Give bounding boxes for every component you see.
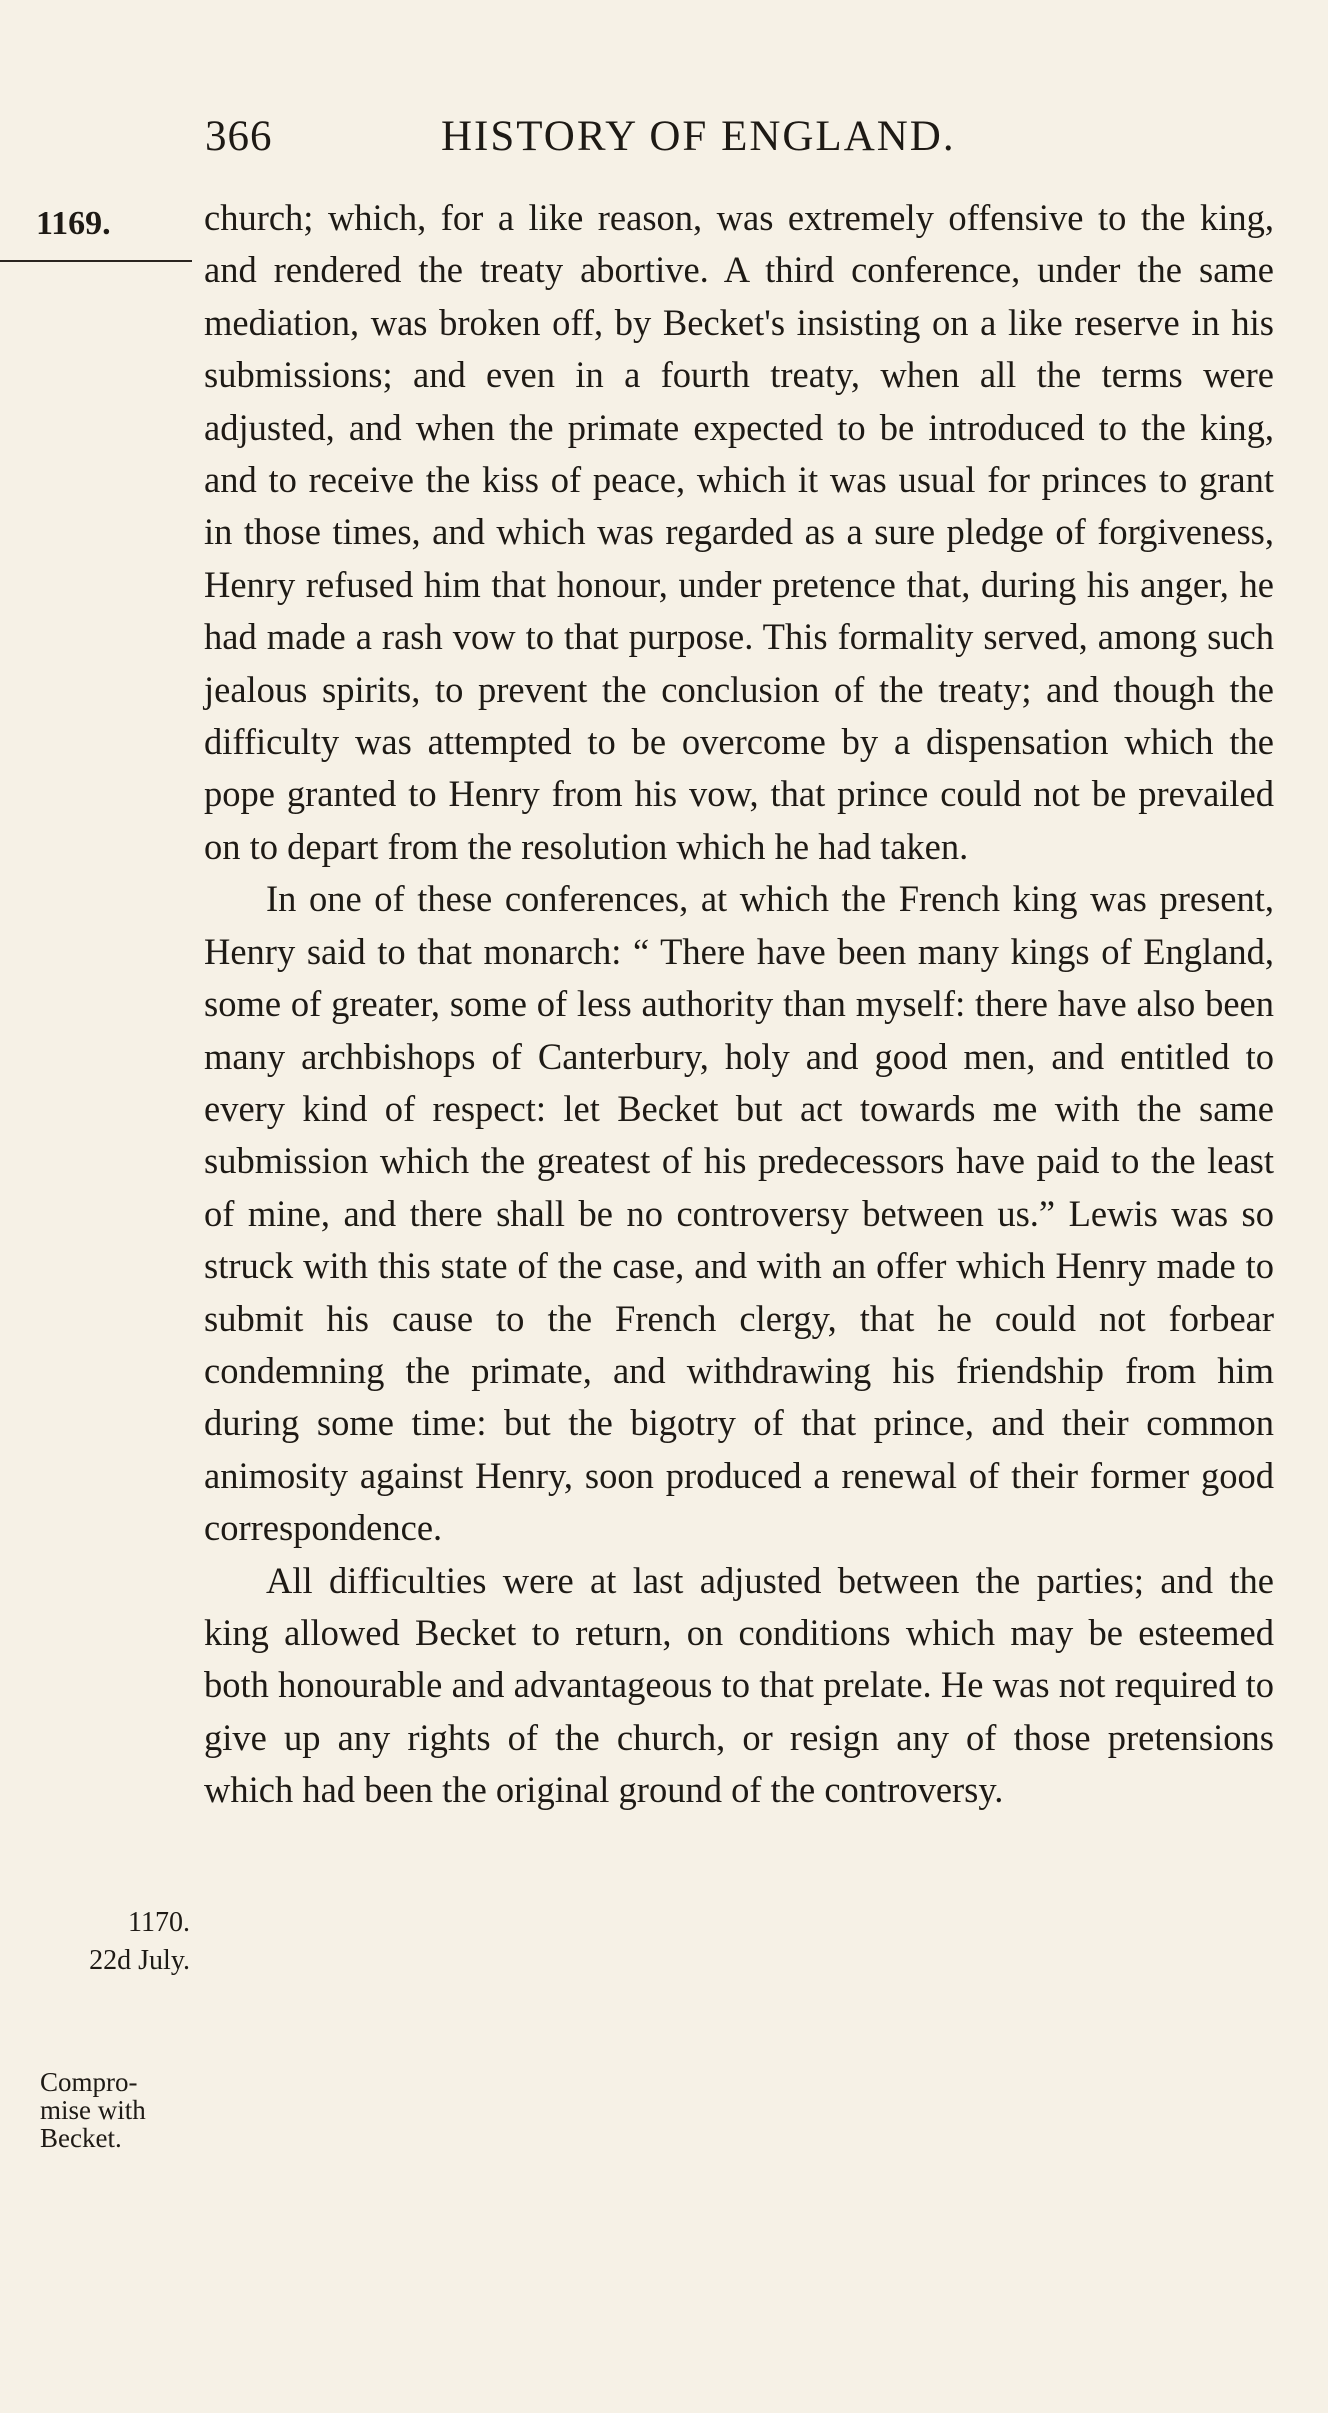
paragraph-3: All difficulties were at last adjusted between the parties; and the king allowed Becket to return, on conditions which may be esteemed both honourable and advantageous to that prelate. He was not required to give up any rights of the church, or resign any of those pretensions which had been the original ground of the controversy. [204,1559,1274,1811]
running-title: HISTORY OF ENGLAND. [441,113,956,160]
margin-note-compromise: Compro- mise with Becket. [40,2067,146,2153]
running-header [205,112,1035,172]
margin-date: 22d July. [89,1945,190,1976]
body-text [204,192,1274,1817]
margin-rule [0,260,192,262]
page-number: 366 [205,113,273,160]
margin-year-1170: 1170. [128,1907,190,1938]
paragraph-2: In one of these conferences, at which the French king was present, Henry said to that monarch: “ There have been many kings of England, some of greater, some of less authority than myself: there have also been many archbishops of Canterbury, holy and good men, and entitled to every kind of respect: let Becket but act towards me with the same submission which the greatest of his predecessors have paid to the least of mine, and there shall be no controversy between us.” Lewis was so struck with this state of the case, and with an offer which Henry made to submit his cause to the French clergy, that he could not forbear condemning the primate, and withdrawing his friendship from him during some time: but the bigotry of that prince, and their common animosity against Henry, soon produced a renewal of their former good correspondence. [204,878,1274,1549]
margin-year-1169: 1169. [36,205,111,242]
paragraph-1: church; which, for a like reason, was extremely offensive to the king, and rendered the treaty abortive. A third conference, under the same mediation, was broken off, by Becket's insisting on a like reserve in his submissions; and even in a fourth treaty, when all the terms were adjusted, and when the primate expected to be introduced to the king, and to receive the kiss of peace, which it was usual for princes to grant in those times, and which was regarded as a sure pledge of forgiveness, Henry refused him that honour, under pretence that, during his anger, he had made a rash vow to that purpose. This formality served, among such jealous spirits, to prevent the conclusion of the treaty; and though the difficulty was attempted to be overcome by a dispensation which the pope granted to Henry from his vow, that prince could not be prevailed on to depart from the resolution which he had taken. [204,197,1274,867]
